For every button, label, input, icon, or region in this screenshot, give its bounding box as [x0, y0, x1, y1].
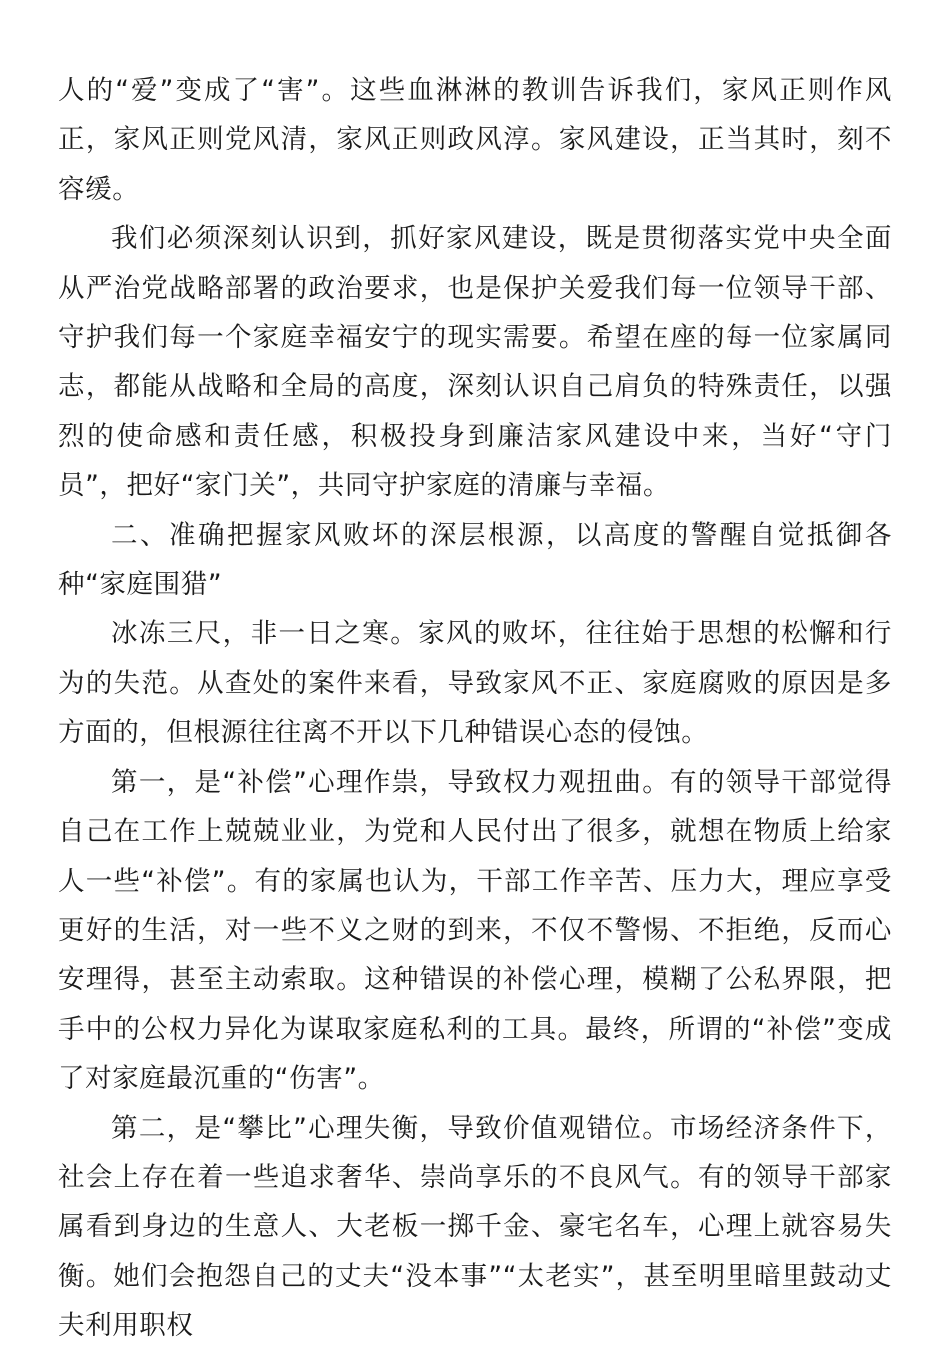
paragraph-continuation: 人的“爱”变成了“害”。这些血淋淋的教训告诉我们，家风正则作风正，家风正则党风清，家风正则政风淳。家风建设，正当其时，刻不容缓。 — [58, 75, 892, 205]
paragraph-family-style-importance: 我们必须深刻认识到，抓好家风建设，既是贯彻落实党中央全面从严治党战略部署的政治要求，也是保护关爱我们每一位领导干部、守护我们每一个家庭幸福安宁的现实需要。希望在座的每一位家属同志，都能从战略和全局的高度，深刻认识自己肩负的特殊责任，以强烈的使命感和责任感，积极投身到廉洁家风建设中来，当好“守门员”，把好“家门关”，共同守护家庭的清廉与幸福。 — [58, 223, 892, 502]
paragraph-root-causes-intro: 冰冻三尺，非一日之寒。家风的败坏，往往始于思想的松懈和行为的失范。从查处的案件来看，导致家风不正、家庭腐败的原因是多方面的，但根源往往离不开以下几种错误心态的侵蚀。 — [58, 618, 892, 749]
document-body — [58, 66, 892, 1351]
paragraph-first-compensation: 第一，是“补偿”心理作祟，导致权力观扭曲。有的领导干部觉得自己在工作上兢兢业业，为党和人民付出了很多，就想在物质上给家人一些“补偿”。有的家属也认为，干部工作辛苦、压力大，理应享受更好的生活，对一些不义之财的到来，不仅不警惕、不拒绝，反而心安理得，甚至主动索取。这种错误的补偿心理，模糊了公私界限，把手中的公权力异化为谋取家庭私利的工具。最终，所谓的“补偿”变成了对家庭最沉重的“伤害”。 — [58, 766, 892, 1095]
section-heading-2: 二、准确把握家风败坏的深层根源，以高度的警醒自觉抵御各种“家庭围猎” — [58, 519, 892, 601]
paragraph-second-comparison: 第二，是“攀比”心理失衡，导致价值观错位。市场经济条件下，社会上存在着一些追求奢华、崇尚享乐的不良风气。有的领导干部家属看到身边的生意人、大老板一掷千金、豪宅名车，心理上就容易失衡。她们会抱怨自己的丈夫“没本事”“太老实”，甚至明里暗里鼓动丈夫利用职权 — [58, 1112, 892, 1342]
